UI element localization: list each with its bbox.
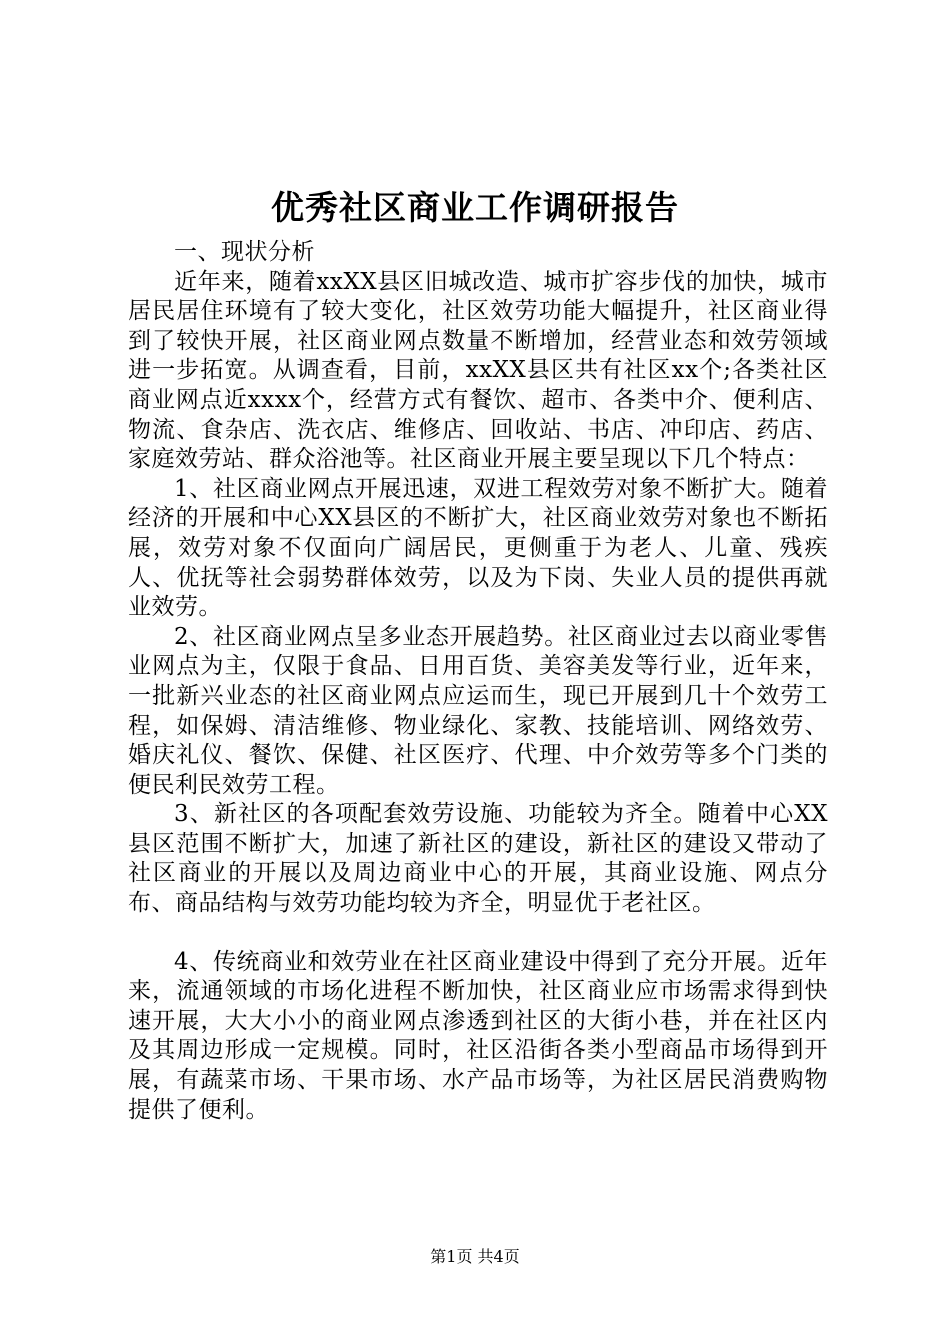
page-footer: 第1页 共4页: [430, 1247, 520, 1266]
document-title: 优秀社区商业工作调研报告: [271, 188, 679, 227]
document-body: [128, 238, 828, 1125]
paragraph-point-3: 3、新社区的各项配套效劳设施、功能较为齐全。随着中心XX县区范围不断扩大，加速了新社区的建设，新社区的建设又带动了社区商业的开展以及周边商业中心的开展，其商业设施、网点分布、商品结构与效劳功能均较为齐全，明显优于老社区。: [128, 801, 828, 917]
paragraph-point-2: 2、社区商业网点呈多业态开展趋势。社区商业过去以商业零售业网点为主，仅限于食品、日用百货、美容美发等行业，近年来，一批新兴业态的社区商业网点应运而生，现已开展到几十个效劳工程，如保姆、清洁维修、物业绿化、家教、技能培训、网络效劳、婚庆礼仪、餐饮、保健、社区医疗、代理、中介效劳等多个门类的便民利民效劳工程。: [128, 623, 828, 798]
section-heading: 一、现状分析: [174, 239, 315, 265]
paragraph-intro: 近年来，随着xxXX县区旧城改造、城市扩容步伐的加快，城市居民居住环境有了较大变化，社区效劳功能大幅提升，社区商业得到了较快开展，社区商业网点数量不断增加，经营业态和效劳领域进一步拓宽。从调查看，目前，xxXX县区共有社区xx个;各类社区商业网点近xxxx个，经营方式有餐饮、超市、各类中介、便利店、物流、食杂店、洗衣店、维修店、回收站、书店、冲印店、药店、家庭效劳站、群众浴池等。社区商业开展主要呈现以下几个特点：: [128, 268, 828, 473]
paragraph-point-1: 1、社区商业网点开展迅速，双进工程效劳对象不断扩大。随着经济的开展和中心XX县区的不断扩大，社区商业效劳对象也不断拓展，效劳对象不仅面向广阔居民，更侧重于为老人、儿童、残疾人、优抚等社会弱势群体效劳，以及为下岗、失业人员的提供再就业效劳。: [128, 475, 828, 621]
paragraph-point-4: 4、传统商业和效劳业在社区商业建设中得到了充分开展。近年来，流通领域的市场化进程不断加快，社区商业应市场需求得到快速开展，大大小小的商业网点渗透到社区的大街小巷，并在社区内及其周边形成一定规模。同时，社区沿街各类小型商品市场得到开展，有蔬菜市场、干果市场、水产品市场等，为社区居民消费购物提供了便利。: [128, 948, 828, 1123]
